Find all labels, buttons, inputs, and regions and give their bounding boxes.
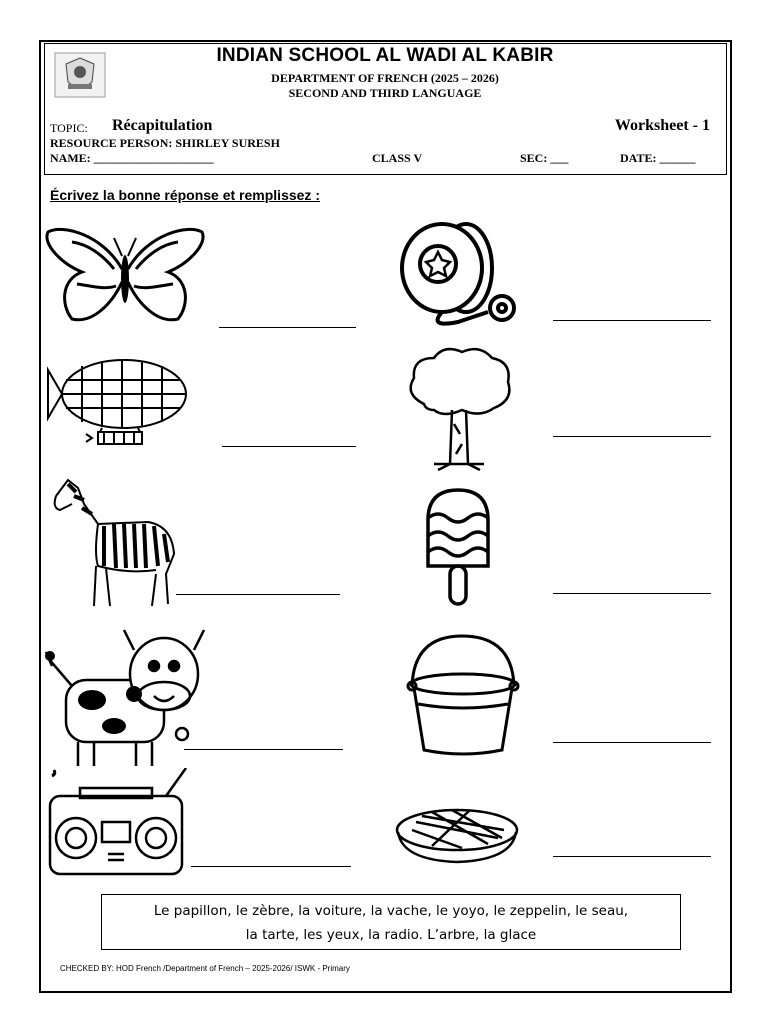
section-field[interactable]: SEC: ___ (520, 151, 569, 165)
instruction: Écrivez la bonne réponse et remplissez : (50, 187, 320, 203)
topic-value: Récapitulation (112, 117, 213, 134)
cow-icon (42, 622, 206, 770)
answer-line-butterfly[interactable] (219, 327, 356, 328)
answer-line-zebra[interactable] (176, 594, 340, 595)
worksheet-number: Worksheet - 1 (614, 117, 710, 134)
language-level: SECOND AND THIRD LANGUAGE (288, 86, 482, 100)
word-bank (101, 894, 681, 950)
word-bank-line-2: la tarte, les yeux, la radio. L’arbre, la glace (245, 927, 537, 943)
ice-cream-icon (424, 486, 492, 608)
answer-line-cow[interactable] (184, 749, 343, 750)
department-name: DEPARTMENT OF FRENCH (2025 – 2026) (271, 71, 499, 85)
school-name: INDIAN SCHOOL AL WADI AL KABIR (216, 45, 554, 66)
footer: CHECKED BY: HOD French /Department of French – 2025-2026/ ISWK - Primary (60, 964, 350, 973)
class-field: CLASS V (372, 151, 423, 165)
answer-line-bucket[interactable] (553, 742, 711, 743)
answer-line-radio[interactable] (191, 866, 351, 867)
zebra-icon (48, 474, 178, 610)
yoyo-icon (398, 220, 520, 330)
word-bank-line-1: Le papillon, le zèbre, la voiture, la vache, le yoyo, le zeppelin, le seau, (153, 903, 629, 919)
answer-line-yoyo[interactable] (553, 320, 711, 321)
answer-line-zeppelin[interactable] (222, 446, 356, 447)
date-field[interactable]: DATE: ______ (620, 151, 696, 165)
zeppelin-icon (46, 352, 190, 454)
bucket-icon (404, 632, 522, 758)
topic-label: TOPIC: (50, 121, 88, 135)
answer-line-tree[interactable] (553, 436, 711, 437)
resource-person: RESOURCE PERSON: SHIRLEY SURESH (50, 136, 280, 150)
radio-icon (46, 768, 194, 878)
answer-line-ice-cream[interactable] (553, 593, 711, 594)
tree-icon (404, 344, 514, 472)
butterfly-icon (42, 224, 208, 328)
answer-line-pie[interactable] (553, 856, 711, 857)
name-field[interactable]: NAME: ____________________ (50, 151, 214, 165)
pie-icon (392, 804, 522, 866)
